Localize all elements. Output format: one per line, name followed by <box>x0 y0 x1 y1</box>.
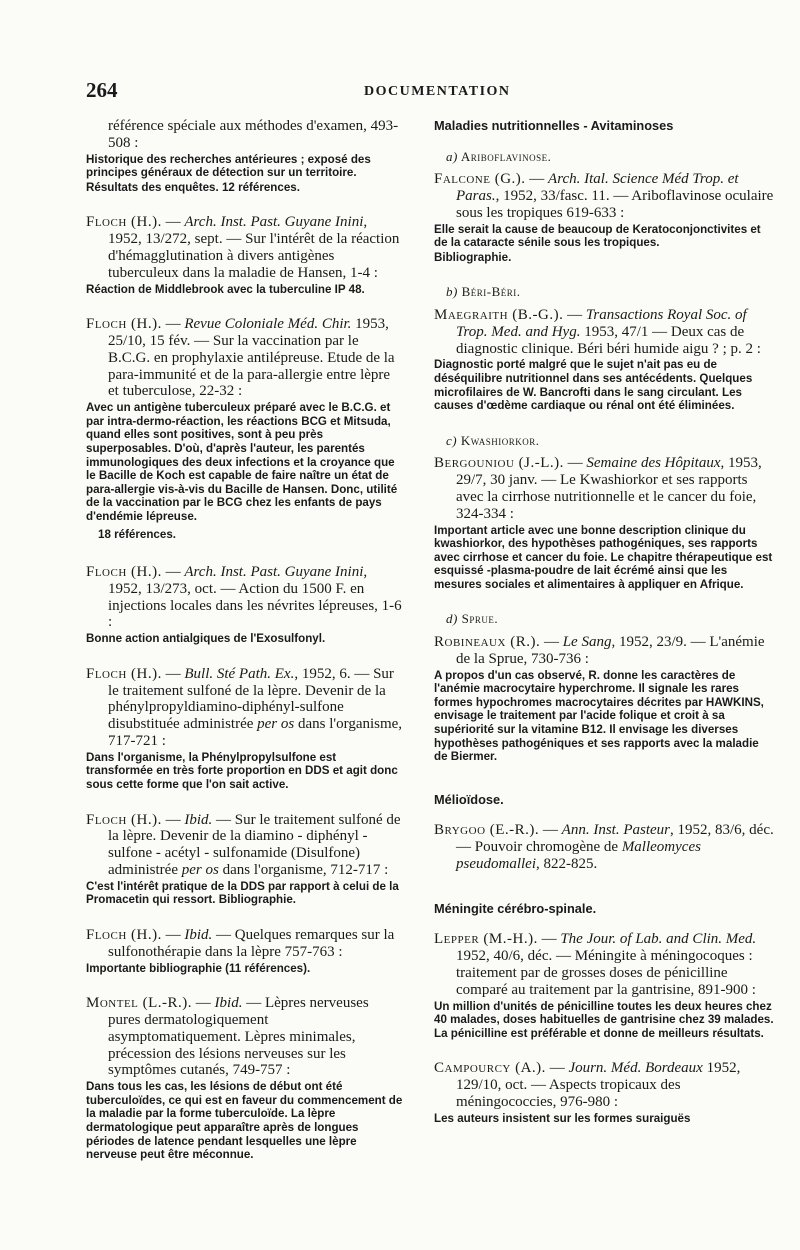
journal: Arch. Inst. Past. Guyane Inini <box>184 564 364 581</box>
author: Campourcy (A.). <box>434 1060 546 1077</box>
journal: Ann. Inst. Pasteur <box>561 822 670 839</box>
author: Bergouniou (J.-L.). <box>434 455 564 472</box>
left-column <box>86 118 404 1172</box>
abstract: Avec un antigène tuberculeux préparé avec le B.C.G. et par intra-dermo-réaction, les réactions BCG et Mitsuda, quand elles sont positives, sont à peu près superposables. D'où, d'après l'auteur, les parentés immunologiques des deux infections et la croyance que le Bacille de Koch est capable de faire naître un état de para-allergie vis-à-vis du Bacille de Hansen. Donc, utilité de la vaccination par le BCG chez les enfants de pays d'endémie lépreuse. <box>86 401 398 523</box>
bibliography-entry <box>86 564 404 646</box>
citation: Floch (H.). — Bull. Sté Path. Ex., 1952, 6. — Sur le traitement sulfoné de la lèpre. Devenir de la phénylpropyldiamino-diphényl-sulfone disubstituée administrée per os dans l'organisme, 717-721 : <box>86 665 403 750</box>
author: Falcone (G.). <box>434 171 526 188</box>
citation: Floch (H.). — Revue Coloniale Méd. Chir. 1953, 25/10, 15 fév. — Sur la vaccination par le B.C.G. en prophylaxie antilépreuse. Etude de la para-immunité et de la para-allergie entre lèpre et tuberculose, 22-32 : <box>86 316 395 400</box>
subsection-heading: a) Ariboflavinose. <box>446 148 552 164</box>
author: Maegraith (B.-G.). <box>434 306 564 323</box>
bibliography-entry <box>434 1060 774 1125</box>
citation: Lepper (M.-H.). — The Jour. of Lab. and Clin. Med. 1952, 40/6, déc. — Méningite à méningocoques : traitement par de grosses doses de pénicilline comparé au traitement par la gantrisine, 891-900 : <box>434 931 757 998</box>
bibliography-entry <box>434 455 774 591</box>
references-note: Résultats des enquêtes. 12 références. <box>86 180 300 194</box>
journal: Semaine des Hôpitaux <box>586 455 721 472</box>
citation: Maegraith (B.-G.). — Transactions Royal Soc. of Trop. Med. and Hyg. 1953, 47/1 — Deux cas de diagnostic clinique. Béri béri humide aigu ? ; p. 2 : <box>434 306 761 357</box>
author: Floch (H.). <box>86 665 162 682</box>
citation: Floch (H.). — Arch. Inst. Past. Guyane Inini, 1952, 13/273, oct. — Action du 1500 F. en injections locales dans les névrites lépreuses, 1-6 : <box>86 564 402 631</box>
section-heading: Méningite cérébro-spinale. <box>434 900 597 916</box>
bibliography-entry <box>86 812 404 907</box>
abstract: Dans l'organisme, la Phénylpropylsulfone est transformée en très forte proportion en DDS et agit donc sous cette forme que l'on sait active. <box>86 750 398 792</box>
author: Floch (H.). <box>86 564 162 581</box>
journal: Transactions Royal Soc. of Trop. Med. and Hyg. <box>456 306 747 340</box>
journal: Arch. Inst. Past. Guyane Inini <box>184 214 364 231</box>
citation: Montel (L.-R.). — Ibid. — Lèpres nerveuses pures dermatologiquement asymptomatiquement. Lèpres minimales, précession des lésions nerveuses sur les symptômes cutanés, 749-757 : <box>86 995 369 1079</box>
abstract: Réaction de Middlebrook avec la tuberculine IP 48. <box>86 282 365 296</box>
page-number: 264 <box>86 78 118 102</box>
subsection-heading: d) Sprue. <box>446 611 499 627</box>
abstract: Les auteurs insistent sur les formes suraiguës <box>434 1111 691 1125</box>
citation: Floch (H.). — Ibid. — Quelques remarques sur la sulfonothérapie dans la lèpre 757-763 : <box>86 927 395 960</box>
bibliography-entry <box>86 214 404 296</box>
journal: Arch. Ital. Science Méd Trop. et Paras. <box>456 171 739 204</box>
abstract: Historique des recherches antérieures ; exposé des principes généraux de détection sur un territoire. <box>86 152 371 180</box>
right-column <box>434 118 774 1135</box>
citation: Bergouniou (J.-L.). — Semaine des Hôpitaux, 1953, 29/7, 30 janv. — Le Kwashiorkor et ses rapports avec la cirrhose nutritionnelle et le cancer du foie, 324-334 : <box>434 455 762 522</box>
subsection-heading: c) Kwashiorkor. <box>446 432 540 448</box>
abstract: A propos d'un cas observé, R. donne les caractères de l'anémie macrocytaire hyperchrome. Il signale les rares formes hypochromes macrocytaires décrites par HAWKINS, envisage le traitement par l'acide folique et croit à sa supériorité sur la vitamine B12. Il envisage les diverses hypothèses pathogéniques et ses rapports avec la maladie de Biermer. <box>434 668 764 764</box>
journal: Le Sang <box>562 634 612 651</box>
author: Floch (H.). <box>86 927 162 943</box>
author: Floch (H.). <box>86 811 162 828</box>
journal: Journ. Méd. Bordeaux <box>568 1060 703 1077</box>
author: Lepper (M.-H.). <box>434 931 538 948</box>
journal: Ibid. <box>184 927 213 943</box>
abstract: Importante bibliographie (11 références). <box>86 961 311 975</box>
abstract: Un million d'unités de pénicilline toutes les deux heures chez 40 malades, doses habituelles de gantrisine chez 39 malades. La pénicilline est préférable et donne de meilleurs résultats. <box>434 999 774 1040</box>
section-heading: Maladies nutritionnelles - Avitaminoses <box>434 118 674 133</box>
references-note: Bibliographie. <box>434 250 512 264</box>
author: Robineaux (R.). <box>434 634 541 651</box>
bibliography-entry <box>434 931 774 1040</box>
bibliography-entry <box>86 316 404 544</box>
abstract: C'est l'intérêt pratique de la DDS par rapport à celui de la Promacetin qui ressort. Bibliographie. <box>86 879 399 907</box>
citation: Falcone (G.). — Arch. Ital. Science Méd Trop. et Paras., 1952, 33/fasc. 11. — Ariboflavinose oculaire sous les tropiques 619-633 : <box>434 171 774 221</box>
bibliography-entry <box>86 995 404 1162</box>
abstract: Dans tous les cas, les lésions de début ont été tuberculoïdes, ce qui est en faveur du commencement de la maladie par la forme tuberculoïde. La lèpre dermatologique peut apparaître après de longues périodes de latence pendant lesquelles une lèpre nerveuse peut être méconnue. <box>86 1080 403 1162</box>
author: Brygoo (E.-R.). <box>434 822 540 839</box>
author: Floch (H.). <box>86 316 162 333</box>
citation: Floch (H.). — Arch. Inst. Past. Guyane Inini, 1952, 13/272, sept. — Sur l'intérêt de la réaction d'hémagglutination à divers antigènes tuberculeux dans la maladie de Hansen, 1-4 : <box>86 214 400 281</box>
abstract: Elle serait la cause de beaucoup de Keratoconjonctivites et de la cataracte sénile sous les tropiques. <box>434 222 761 250</box>
journal: Ibid. <box>184 811 213 828</box>
citation: Campourcy (A.). — Journ. Méd. Bordeaux 1952, 129/10, oct. — Aspects tropicaux des méningococcies, 976-980 : <box>434 1060 741 1110</box>
abstract: Diagnostic porté malgré que le sujet n'ait pas eu de déséquilibre nutritionnel dans ses antécédents. Quelques microfilaires de W. Bancrofti dans le sang circulant. Les causes d'œdème cardiaque ou rénal ont été éliminées. <box>434 358 753 413</box>
citation: Robineaux (R.). — Le Sang, 1952, 23/9. — L'anémie de la Sprue, 730-736 : <box>434 634 765 667</box>
journal: The Jour. of Lab. and Clin. Med. <box>560 931 757 948</box>
abstract: Important article avec une bonne description clinique du kwashiorkor, des hypothèses pathogéniques, ses rapports avec cirrhose et cancer du foie. Le chapitre thérapeutique est esquissé -plasma-poudre de lait écrémé ainsi que les mesures sociales et alimentaires à appliquer en Afrique. <box>434 523 773 591</box>
running-head: DOCUMENTATION <box>364 84 511 99</box>
bibliography-entry <box>86 927 404 975</box>
bibliography-entry <box>434 634 774 764</box>
abstract: Bonne action antialgiques de l'Exosulfonyl. <box>86 632 326 646</box>
bibliography-entry <box>86 666 404 792</box>
author: Montel (L.-R.). <box>86 995 193 1012</box>
bibliography-entry <box>86 118 404 194</box>
journal: Bull. Sté Path. Ex. <box>184 665 295 682</box>
subsection-heading: b) Béri-Béri. <box>446 284 521 300</box>
section-heading: Mélioïdose. <box>434 791 504 807</box>
citation: Brygoo (E.-R.). — Ann. Inst. Pasteur, 1952, 83/6, déc. — Pouvoir chromogène de Malleomyces pseudomallei, 822-825. <box>434 822 774 872</box>
journal: Ibid. <box>214 995 243 1012</box>
author: Floch (H.). <box>86 214 162 231</box>
bibliography-entry <box>434 307 774 413</box>
journal: Revue Coloniale Méd. Chir. <box>184 316 352 333</box>
bibliography-entry <box>434 822 774 872</box>
references-note: 18 références. <box>98 528 176 542</box>
bibliography-entry <box>434 171 774 264</box>
citation: Floch (H.). — Ibid. — Sur le traitement sulfoné de la lèpre. Devenir de la diamino - diphényl - sulfone - acétyl - sulfonamide (Disulfone) administrée per os dans l'organisme, 712-717 : <box>86 811 401 879</box>
citation: référence spéciale aux méthodes d'examen, 493-508 : <box>108 118 399 151</box>
page-header <box>86 78 511 108</box>
